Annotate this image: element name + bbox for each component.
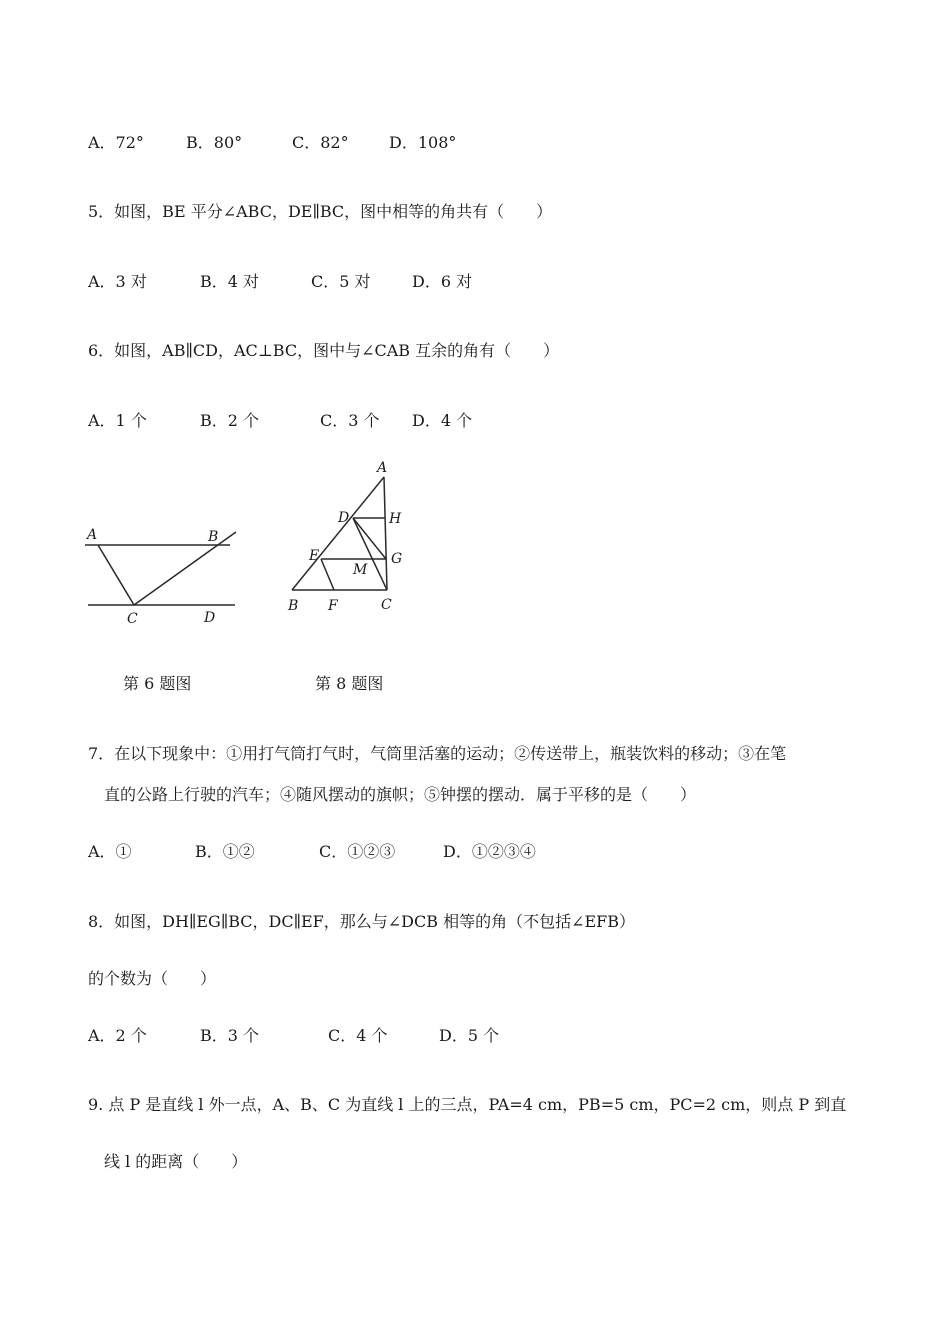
q6-option-a: A．1 个 <box>88 411 147 430</box>
label-g: G <box>391 551 403 567</box>
label-c: C <box>381 597 392 613</box>
label-a: A <box>87 527 98 543</box>
segment-ac <box>98 545 134 605</box>
label-b: B <box>288 598 299 614</box>
label-e: E <box>309 548 320 564</box>
q6-option-b: B．2 个 <box>200 411 260 430</box>
segment-ba <box>292 477 384 590</box>
label-b: B <box>208 529 219 545</box>
q4-option-a: A．72° <box>88 133 144 152</box>
label-f: F <box>328 598 338 614</box>
q8-stem-line2: 的个数为（ ） <box>88 969 217 988</box>
label-d: D <box>204 610 216 626</box>
q7-stem-line2: 直的公路上行驶的汽车；④随风摆动的旗帜；⑤钟摆的摆动．属于平移的是（ ） <box>104 785 697 804</box>
label-m: M <box>353 562 368 578</box>
segment-cb <box>134 532 236 605</box>
q6-stem: 6．如图，AB∥CD，AC⊥BC，图中与∠CAB 互余的角有（ ） <box>88 341 560 360</box>
caption-fig6: 第 6 题图 <box>123 674 192 693</box>
figure-q6 <box>80 515 250 630</box>
segment-ef <box>321 559 334 590</box>
q6-option-d: D．4 个 <box>412 411 473 430</box>
q8-option-d: D．5 个 <box>439 1026 500 1045</box>
q5-option-d: D．6 对 <box>412 272 473 291</box>
q9-stem-line1: 9. 点 P 是直线 l 外一点，A、B、C 为直线 l 上的三点，PA=4 cm，PB=5 cm，PC=2 cm，则点 P 到直 <box>88 1095 847 1114</box>
label-c: C <box>127 611 138 627</box>
q8-option-b: B．3 个 <box>200 1026 260 1045</box>
q6-option-c: C．3 个 <box>320 411 380 430</box>
q5-option-c: C．5 对 <box>311 272 371 291</box>
q7-option-c: C．①②③ <box>319 842 396 861</box>
q7-stem-line1: 7．在以下现象中：①用打气筒打气时，气筒里活塞的运动；②传送带上，瓶装饮料的移动；③在笔 <box>88 744 787 763</box>
label-a: A <box>377 460 388 476</box>
q5-option-b: B．4 对 <box>200 272 260 291</box>
segment-ac <box>384 477 387 590</box>
q7-option-a: A．① <box>88 842 132 861</box>
caption-fig8: 第 8 题图 <box>315 674 384 693</box>
q5-stem: 5．如图，BE 平分∠ABC，DE∥BC，图中相等的角共有（ ） <box>88 202 553 221</box>
label-d: D <box>338 510 350 526</box>
q8-stem-line1: 8．如图，DH∥EG∥BC，DC∥EF，那么与∠DCB 相等的角（不包括∠EFB） <box>88 912 636 931</box>
q4-option-b: B．80° <box>186 133 243 152</box>
q8-option-c: C．4 个 <box>328 1026 388 1045</box>
q7-option-d: D．①②③④ <box>443 842 536 861</box>
q8-option-a: A．2 个 <box>88 1026 147 1045</box>
label-h: H <box>389 511 402 527</box>
q9-stem-line2: 线 l 的距离（ ） <box>104 1152 248 1171</box>
q4-option-d: D．108° <box>389 133 457 152</box>
q5-option-a: A．3 对 <box>88 272 147 291</box>
q7-option-b: B．①② <box>195 842 255 861</box>
q4-option-c: C．82° <box>292 133 349 152</box>
figure-q8 <box>280 455 415 620</box>
